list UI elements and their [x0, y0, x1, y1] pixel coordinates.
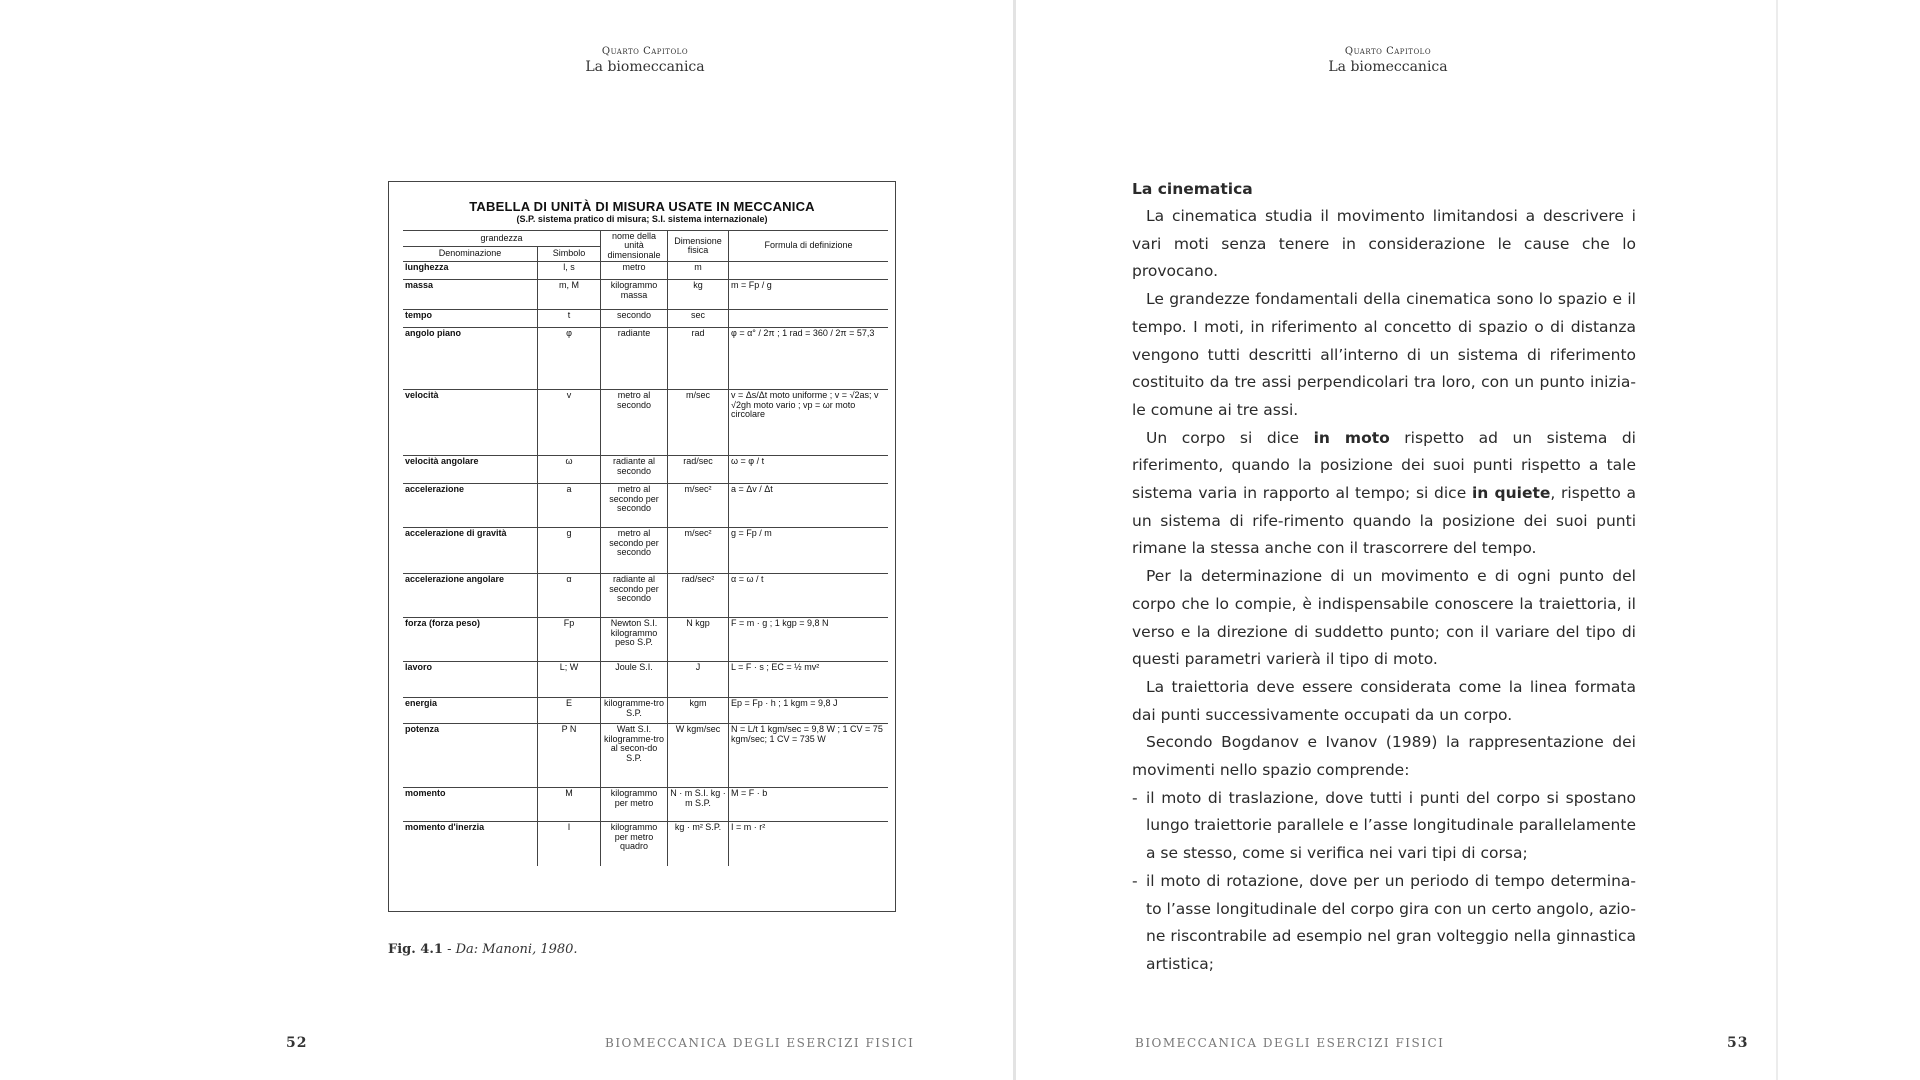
- cell-simbolo: m, M: [538, 280, 601, 310]
- cell-dimensione: kg · m² S.P.: [668, 822, 729, 866]
- table-row: [403, 788, 888, 822]
- cell-denominazione: tempo: [403, 310, 538, 328]
- cell-unita: secondo: [601, 310, 668, 328]
- bullet-marker: -: [1132, 871, 1138, 890]
- cell-formula: φ = α° / 2π ; 1 rad = 360 / 2π = 57,3: [729, 328, 889, 390]
- header-denominazione: Denominazione: [403, 246, 538, 262]
- cell-dimensione: J: [668, 662, 729, 698]
- cell-dimensione: m/sec²: [668, 484, 729, 528]
- table-row: [403, 262, 888, 280]
- units-table-figure: [388, 181, 896, 912]
- cell-unita: kilogrammo per metro: [601, 788, 668, 822]
- table-body: [403, 262, 888, 866]
- cell-formula: [729, 310, 889, 328]
- running-head-right: [1268, 46, 1508, 75]
- cell-formula: a = Δv / Δt: [729, 484, 889, 528]
- cell-simbolo: E: [538, 698, 601, 724]
- cell-unita: radiante al secondo per secondo: [601, 574, 668, 618]
- cell-denominazione: energia: [403, 698, 538, 724]
- cell-unita: Joule S.I.: [601, 662, 668, 698]
- list-item: [1132, 868, 1636, 979]
- page-number: 53: [1727, 1035, 1749, 1051]
- cell-formula: [729, 262, 889, 280]
- cell-denominazione: momento: [403, 788, 538, 822]
- cell-simbolo: L; W: [538, 662, 601, 698]
- table-row: [403, 484, 888, 528]
- footer-title-left: [605, 1032, 914, 1051]
- table-row: [403, 822, 888, 866]
- cell-denominazione: potenza: [403, 724, 538, 788]
- cell-formula: ω = φ / t: [729, 456, 889, 484]
- cell-unita: metro al secondo: [601, 390, 668, 456]
- paragraph: Secondo Bogdanov e Ivanov (1989) la rappresentazione dei movimenti nello spazio comprende:: [1132, 733, 1636, 780]
- cell-unita: metro al secondo per secondo: [601, 484, 668, 528]
- cell-formula: m = Fp / g: [729, 280, 889, 310]
- cell-denominazione: velocità: [403, 390, 538, 456]
- cell-dimensione: W kgm/sec: [668, 724, 729, 788]
- cell-formula: N = L/t 1 kgm/sec = 9,8 W ; 1 CV = 75 kgm/sec; 1 CV = 735 W: [729, 724, 889, 788]
- book-title: BIOMECCANICA DEGLI ESERCIZI FISICI: [1135, 1036, 1445, 1050]
- cell-simbolo: I: [538, 822, 601, 866]
- cell-formula: I = m · r²: [729, 822, 889, 866]
- cell-denominazione: forza (forza peso): [403, 618, 538, 662]
- table-row: [403, 724, 888, 788]
- cell-formula: v = Δs/Δt moto uniforme ; v = √2as; v √2gh moto vario ; vp = ωr moto circolare: [729, 390, 889, 456]
- cell-unita: kilogrammo per metro quadro: [601, 822, 668, 866]
- page-number: 52: [286, 1035, 308, 1051]
- running-head-chapter: Quarto Capitolo: [601, 46, 689, 57]
- cell-unita: metro al secondo per secondo: [601, 528, 668, 574]
- caption-label: Fig. 4.1: [388, 942, 443, 957]
- table-row: [403, 574, 888, 618]
- cell-simbolo: v: [538, 390, 601, 456]
- cell-denominazione: angolo piano: [403, 328, 538, 390]
- cell-denominazione: accelerazione di gravità: [403, 528, 538, 574]
- cell-simbolo: g: [538, 528, 601, 574]
- cell-denominazione: lavoro: [403, 662, 538, 698]
- table-row: [403, 280, 888, 310]
- units-table: [403, 230, 888, 866]
- cell-simbolo: P N: [538, 724, 601, 788]
- cell-formula: α = ω / t: [729, 574, 889, 618]
- cell-unita: radiante al secondo: [601, 456, 668, 484]
- paragraph: La traiettoria deve essere considerata come la linea formata dai punti successivamente occupati da un corpo.: [1132, 677, 1636, 724]
- table-row: [403, 662, 888, 698]
- paragraph: [1132, 425, 1636, 564]
- cell-dimensione: m: [668, 262, 729, 280]
- cell-denominazione: accelerazione: [403, 484, 538, 528]
- paragraph: Per la determinazione di un movimento e di ogni punto del corpo che lo compie, è indispensabile conoscere la traiettoria, il verso e la direzione di suddetto punto; con il variare del tipo di questi parametri varierà il tipo di moto.: [1132, 567, 1636, 669]
- footer-page-number-left: [286, 1032, 307, 1051]
- bullet-marker: -: [1132, 788, 1138, 807]
- cell-formula: g = Fp / m: [729, 528, 889, 574]
- section-heading: La cinematica: [1132, 180, 1253, 198]
- cell-simbolo: φ: [538, 328, 601, 390]
- table-row: [403, 390, 888, 456]
- cell-simbolo: t: [538, 310, 601, 328]
- running-head-left: [525, 46, 765, 75]
- table-row: [403, 456, 888, 484]
- table-row: [403, 528, 888, 574]
- running-head-title: La biomeccanica: [1328, 59, 1448, 75]
- cell-unita: metro: [601, 262, 668, 280]
- header-dimensione: Dimensione fisica: [668, 231, 729, 262]
- footer-page-number-right: [1727, 1032, 1748, 1051]
- figure-caption: [388, 942, 578, 957]
- cell-formula: F = m · g ; 1 kgp = 9,8 N: [729, 618, 889, 662]
- cell-simbolo: M: [538, 788, 601, 822]
- cell-simbolo: Fp: [538, 618, 601, 662]
- cell-dimensione: rad/sec²: [668, 574, 729, 618]
- table-row: [403, 328, 888, 390]
- cell-dimensione: sec: [668, 310, 729, 328]
- caption-source: - Da: Manoni, 1980.: [447, 942, 578, 957]
- cell-denominazione: accelerazione angolare: [403, 574, 538, 618]
- table-subtitle: (S.P. sistema pratico di misura; S.I. sistema internazionale): [516, 214, 768, 224]
- header-simbolo: Simbolo: [538, 246, 601, 262]
- table-row: [403, 310, 888, 328]
- cell-unita: kilogramme-tro S.P.: [601, 698, 668, 724]
- table-row: [403, 698, 888, 724]
- header-formula: Formula di definizione: [729, 231, 889, 262]
- footer-title-right: [1135, 1032, 1444, 1051]
- cell-unita: kilogrammo massa: [601, 280, 668, 310]
- cell-dimensione: N kgp: [668, 618, 729, 662]
- cell-denominazione: momento d'inerzia: [403, 822, 538, 866]
- header-unita: nome della unità dimensionale: [601, 231, 668, 262]
- cell-dimensione: rad/sec: [668, 456, 729, 484]
- bold-term: in quiete: [1471, 484, 1551, 503]
- body-text: [1132, 176, 1636, 979]
- cell-dimensione: kg: [668, 280, 729, 310]
- cell-unita: Newton S.I. kilogrammo peso S.P.: [601, 618, 668, 662]
- cell-simbolo: a: [538, 484, 601, 528]
- running-head-title: La biomeccanica: [585, 59, 705, 75]
- page-edge: [1776, 0, 1778, 1080]
- cell-simbolo: ω: [538, 456, 601, 484]
- cell-unita: radiante: [601, 328, 668, 390]
- paragraph: Le grandezze fondamentali della cinematica sono lo spazio e il tempo. I moti, in riferimento al concetto di spazio o di distanza vengono tutti descritti all’interno di un sistema di riferimento costituito da tre assi perpendicolari tra loro, con un punto inizia-le comune ai tre assi.: [1132, 290, 1636, 419]
- running-head-chapter: Quarto Capitolo: [1344, 46, 1432, 57]
- list-item: [1132, 785, 1636, 868]
- cell-formula: M = F · b: [729, 788, 889, 822]
- cell-formula: L = F · s ; EC = ½ mv²: [729, 662, 889, 698]
- paragraph: La cinematica studia il movimento limitandosi a descrivere i vari moti senza tenere in considerazione le cause che lo provocano.: [1132, 207, 1636, 281]
- list-item-text: il moto di traslazione, dove tutti i punti del corpo si spostano lungo traiettorie parallele e l’asse longitudinale parallelamente a se stesso, come si verifica nei vari tipi di corsa;: [1146, 788, 1636, 863]
- cell-denominazione: massa: [403, 280, 538, 310]
- cell-dimensione: kgm: [668, 698, 729, 724]
- cell-denominazione: velocità angolare: [403, 456, 538, 484]
- cell-denominazione: lunghezza: [403, 262, 538, 280]
- cell-simbolo: l, s: [538, 262, 601, 280]
- book-title: BIOMECCANICA DEGLI ESERCIZI FISICI: [605, 1036, 915, 1050]
- table-row: [403, 618, 888, 662]
- header-grandezza: grandezza: [403, 231, 601, 247]
- cell-simbolo: α: [538, 574, 601, 618]
- list-item-text: il moto di rotazione, dove per un periodo di tempo determina-to l’asse longitudinale del corpo gira con un certo angolo, azio-ne riscontrabile ad esempio nel gran volteggio nella ginnastica artistica;: [1146, 871, 1636, 973]
- text-span: , rispetto a un sistema di rife-rimento quando la posizione dei suoi punti rimane la stessa anche con il trascorrere del tempo.: [1132, 484, 1637, 558]
- cell-dimensione: m/sec²: [668, 528, 729, 574]
- cell-unita: Watt S.I. kilogramme-tro al secon-do S.P.: [601, 724, 668, 788]
- cell-dimensione: N · m S.I. kg · m S.P.: [668, 788, 729, 822]
- text-span: Un corpo si dice: [1146, 428, 1314, 447]
- cell-formula: Ep = Fp · h ; 1 kgm = 9,8 J: [729, 698, 889, 724]
- bold-term: in moto: [1313, 428, 1390, 447]
- cell-dimensione: rad: [668, 328, 729, 390]
- text-span: rispetto ad un sistema di riferimento, quando la posizione dei suoi punti rispetto a tale sistema varia in rapporto al tempo; si dice: [1132, 428, 1636, 503]
- table-title: TABELLA DI UNITÀ DI MISURA USATE IN MECCANICA: [469, 199, 815, 214]
- cell-dimensione: m/sec: [668, 390, 729, 456]
